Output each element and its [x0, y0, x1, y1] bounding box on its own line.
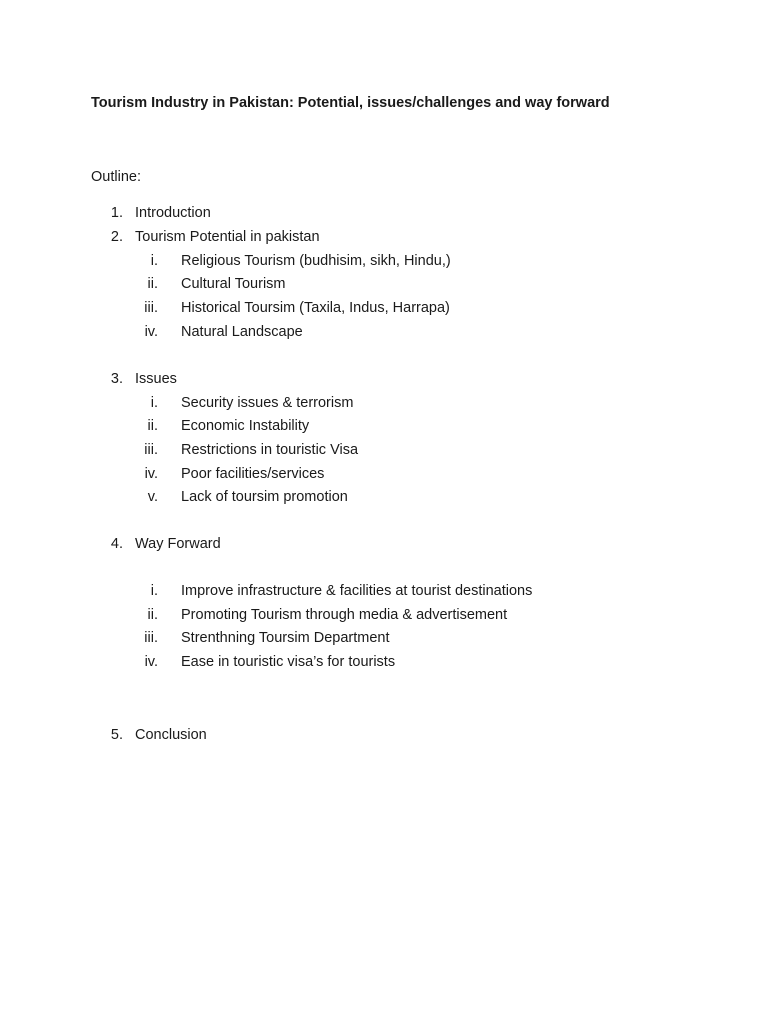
list-item: Ease in touristic visa’s for tourists: [181, 654, 396, 671]
item-marker: i.: [150, 394, 158, 411]
item-marker: ii.: [147, 276, 158, 293]
list-item: Poor facilities/services: [181, 465, 325, 482]
section-number: 4.: [110, 536, 123, 552]
section-number: 3.: [110, 371, 123, 387]
section-number: 5.: [110, 727, 123, 743]
list-item: Religious Tourism (budhisim, sikh, Hindu,): [181, 252, 451, 269]
list-item: Economic Instability: [181, 418, 310, 435]
list-item: Strenthning Toursim Department: [181, 630, 390, 647]
item-marker: iv.: [144, 654, 158, 671]
section-heading: Issues: [135, 371, 177, 387]
section-heading: Tourism Potential in pakistan: [135, 229, 320, 245]
list-item: Natural Landscape: [181, 323, 303, 340]
list-item: Improve infrastructure & facilities at tourist destinations: [181, 583, 533, 599]
section-heading: Conclusion: [135, 727, 207, 743]
list-item: Security issues & terrorism: [181, 394, 354, 411]
outline-label: Outline:: [91, 169, 141, 185]
section-number: 1.: [110, 205, 123, 221]
list-item: Historical Toursim (Taxila, Indus, Harrapa): [181, 299, 450, 316]
section-heading: Introduction: [135, 205, 211, 221]
item-marker: ii.: [147, 606, 158, 623]
item-marker: i.: [150, 252, 158, 269]
document-title: Tourism Industry in Pakistan: Potential, issues/challenges and way forward: [91, 95, 610, 111]
list-item: Cultural Tourism: [181, 276, 286, 293]
item-marker: iii.: [144, 630, 158, 647]
item-marker: i.: [150, 583, 158, 599]
list-item: Restrictions in touristic Visa: [181, 441, 359, 458]
item-marker: iv.: [144, 323, 158, 340]
list-item: Lack of toursim promotion: [181, 489, 348, 506]
list-item: Promoting Tourism through media & advertisement: [181, 606, 508, 623]
section-number: 2.: [110, 229, 123, 245]
item-marker: iv.: [144, 465, 158, 482]
item-marker: v.: [147, 489, 158, 506]
item-marker: iii.: [144, 299, 158, 316]
item-marker: ii.: [147, 418, 158, 435]
section-heading: Way Forward: [135, 536, 221, 552]
item-marker: iii.: [144, 441, 158, 458]
